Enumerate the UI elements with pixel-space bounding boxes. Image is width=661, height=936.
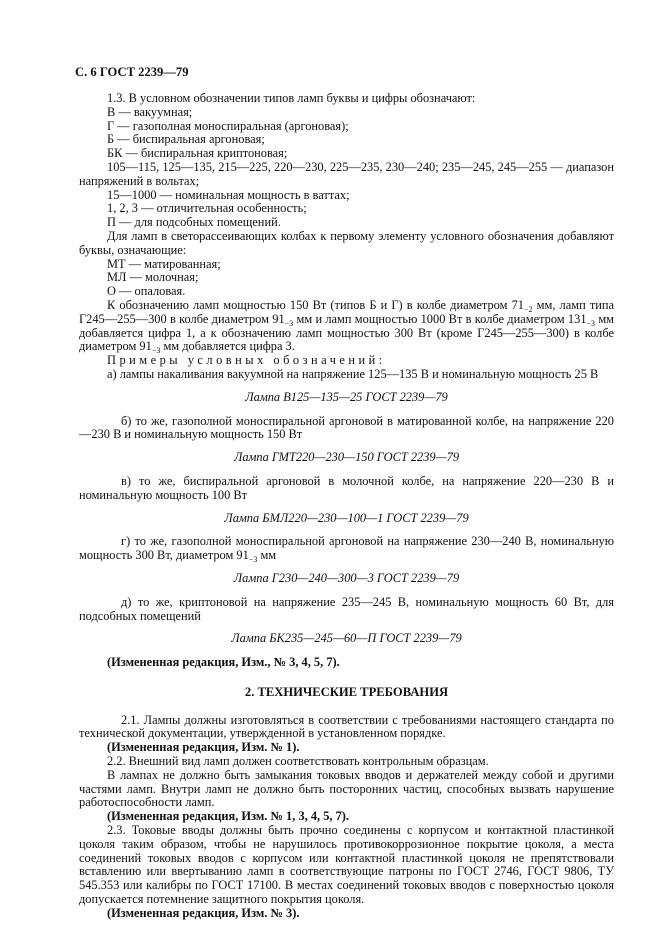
list-item: МЛ — молочная; (107, 270, 199, 285)
document-body (79, 92, 614, 921)
lamp-designation-v: Лампа БМЛ220—230—100—1 ГОСТ 2239—79 (224, 510, 469, 525)
example-b: б) то же, газополной моноспиральной аргоновой в матированной колбе, на напряжение 220—230 В и номинальную мощность 150 Вт (79, 413, 614, 442)
example-d: д) то же, криптоновой на напряжение 235—245 В, номинальную мощность 60 Вт, для подсобных помещений (79, 594, 614, 623)
list-item: П — для подсобных помещений. (107, 215, 281, 230)
list-item: О — опаловая. (107, 284, 186, 299)
revision-note: (Измененная редакция, Изм. № 1, 3, 4, 5, 7). (107, 809, 350, 824)
voltage-range-item: 105—115, 125—135, 215—225, 220—230, 225—235, 230—240; 235—245, 245—255 — диапазон напряжений в вольтах; (79, 159, 614, 188)
paragraph-2-1: 2.1. Лампы должны изготовляться в соответствии с требованиями настоящего стандарта по технической документации, утвержденной в установленном порядке. (79, 712, 614, 741)
digit-designation-paragraph: К обозначению ламп мощностью 150 Вт (типов Б и Г) в колбе диаметром $71_{-2}$ мм, ламп типа Г245—255—300 в колбе диаметром $91_{-3}$ мм и ламп мощностью 1000 Вт в колбе диаметром $131_{-3}$ мм добавляется цифра 1, а к обозначению ламп мощностью 300 Вт (кроме Г245—255—300) в колбе диаметром $91_{-3}$ мм добавляется цифра 3. (79, 297, 614, 356)
paragraph-2-2-continued: В лампах не должно быть замыкания токовых вводов и держателей между собой и другими частями ламп. Внутри ламп не должно быть посторонних частиц, способных вызвать нарушение работоспособности ламп. (79, 767, 614, 810)
list-item: МТ — матированная; (107, 256, 221, 271)
page-header: С. 6 ГОСТ 2239—79 (75, 65, 189, 79)
revision-note: (Измененная редакция, Изм. № 1). (107, 740, 300, 755)
lamp-designation-d: Лампа БК235—245—60—П ГОСТ 2239—79 (231, 631, 462, 646)
examples-heading: Примеры условных обозначений: (107, 353, 386, 368)
example-a: а) лампы накаливания вакуумной на напряжение 125—135 В и номинальную мощность 25 В (107, 366, 599, 381)
list-item: БК — биспиральная криптоновая; (107, 146, 288, 161)
section-title: 2. ТЕХНИЧЕСКИЕ ТРЕБОВАНИЯ (244, 684, 449, 699)
diffuse-bulb-intro: Для ламп в светорассеивающих колбах к первому элементу условного обозначения добавляют буквы, означающие: (79, 228, 614, 257)
paragraph-2-2: 2.2. Внешний вид ламп должен соответствовать контрольным образцам. (107, 754, 489, 769)
paragraph-2-3: 2.3. Токовые вводы должны быть прочно соединены с корпусом и контактной пластинкой цоколя таким образом, чтобы не нарушилось противокоррозионное покрытие цоколя, а места соединений токовых вводов с корпусом или контактной пластинкой цоколя не препятствовали вставлению или ввертыванию ламп в соответствующие патроны по ГОСТ 2746, ГОСТ 9806, ТУ 545.353 или калибры по ГОСТ 17100. В местах соединений токовых вводов с поверхностью цоколя допускается потемнение защитного покрытия цоколя. (79, 823, 614, 907)
list-item: Г — газополная моноспиральная (аргоновая); (107, 118, 349, 133)
example-g: г) то же, газополной моноспиральной аргоновой на напряжение 230—240 В, номинальную мощность 300 Вт, диаметром $91_{-3}$ мм (79, 534, 614, 565)
list-item: 1, 2, 3 — отличительная особенность; (107, 201, 307, 216)
revision-note: (Измененная редакция, Изм., № 3, 4, 5, 7). (107, 655, 340, 670)
revision-note: (Измененная редакция, Изм. № 3). (107, 905, 300, 920)
paragraph-1-3: 1.3. В условном обозначении типов ламп буквы и цифры обозначают: (107, 91, 476, 105)
example-v: в) то же, биспиральной аргоновой в молочной колбе, на напряжение 220—230 В и номинальную мощность 100 Вт (79, 473, 614, 502)
lamp-designation-a: Лампа В125—135—25 ГОСТ 2239—79 (245, 389, 448, 404)
list-item: Б — биспиральная аргоновая; (107, 132, 265, 147)
list-item: 15—1000 — номинальная мощность в ваттах; (107, 187, 350, 202)
list-item: В — вакуумная; (107, 104, 193, 119)
lamp-designation-g: Лампа Г230—240—300—3 ГОСТ 2239—79 (233, 570, 460, 585)
lamp-designation-b: Лампа ГМТ220—230—150 ГОСТ 2239—79 (233, 450, 460, 465)
